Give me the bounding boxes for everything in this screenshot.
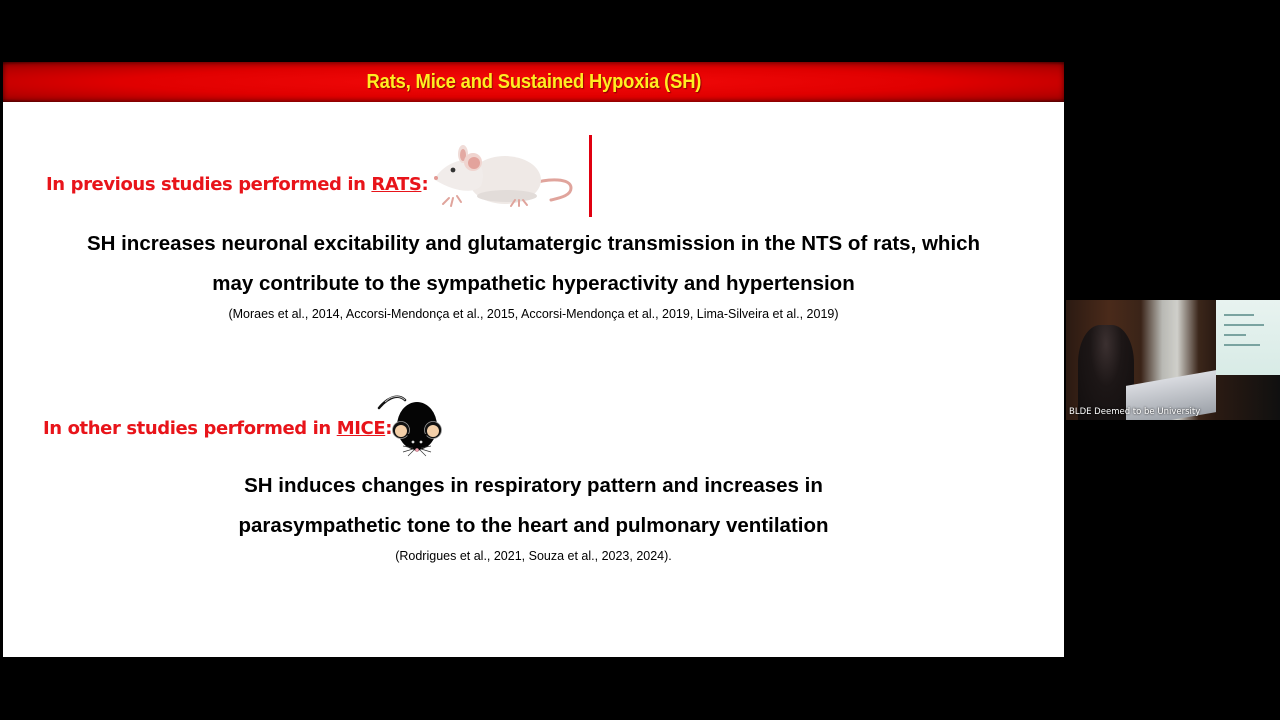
mice-label-suffix: : bbox=[385, 418, 393, 439]
slide-title-bar bbox=[3, 62, 1064, 102]
mice-statement bbox=[3, 466, 1064, 546]
mice-section-label bbox=[43, 418, 392, 439]
mice-citation: (Rodrigues et al., 2021, Souza et al., 2023, 2024). bbox=[395, 549, 672, 563]
presentation-slide bbox=[3, 62, 1064, 657]
rats-statement-line-2: may contribute to the sympathetic hyperactivity and hypertension bbox=[212, 272, 855, 295]
rats-label-emphasis: RATS bbox=[371, 174, 422, 195]
rats-label-suffix: : bbox=[421, 174, 429, 195]
rats-section-label bbox=[46, 174, 428, 195]
rats-statement-line-1: SH increases neuronal excitability and glutamatergic transmission in the NTS of rats, which bbox=[86, 232, 981, 255]
video-tile-caption: BLDE Deemed to be University bbox=[1069, 407, 1201, 417]
rats-citation: (Moraes et al., 2014, Accorsi-Mendonça et al., 2015, Accorsi-Mendonça et al., 2019, Lima-Silveira et al., 2019) bbox=[228, 307, 839, 321]
slide-title: Rats, Mice and Sustained Hypoxia (SH) bbox=[366, 70, 701, 93]
projector-screen bbox=[1216, 300, 1280, 375]
mice-statement-line-2: parasympathetic tone to the heart and pulmonary ventilation bbox=[238, 514, 829, 537]
rats-label-prefix: In previous studies performed in bbox=[46, 174, 372, 195]
mice-statement-line-1: SH induces changes in respiratory pattern and increases in bbox=[244, 474, 823, 497]
rat-icon bbox=[431, 140, 576, 212]
mice-label-prefix: In other studies performed in bbox=[43, 418, 337, 439]
speaker-video-tile[interactable] bbox=[1066, 300, 1280, 420]
red-divider-line bbox=[589, 135, 592, 217]
rats-statement bbox=[3, 224, 1064, 304]
mouse-icon bbox=[375, 390, 445, 458]
mice-label-emphasis: MICE bbox=[336, 418, 386, 439]
